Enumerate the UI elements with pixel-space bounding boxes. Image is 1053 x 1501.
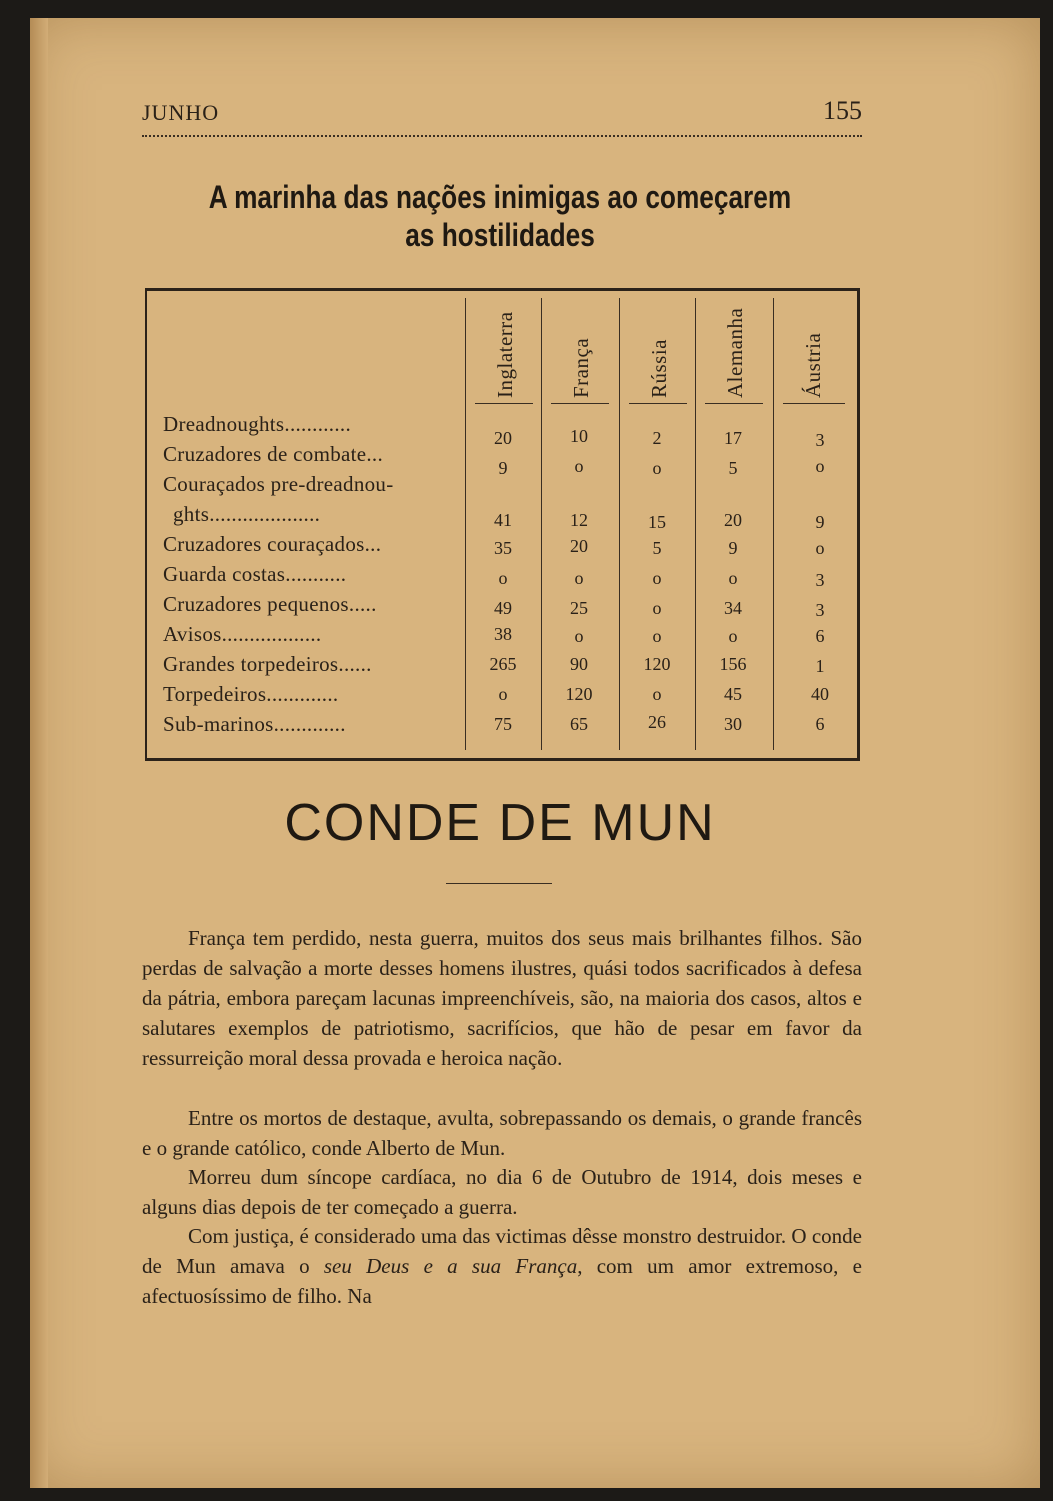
table-cell: 1 bbox=[815, 656, 825, 676]
paragraph-4-italic: seu Deus e a sua França bbox=[323, 1253, 578, 1278]
row-label: Couraçados pre-dreadnou- bbox=[163, 472, 394, 496]
table-cell: 12 bbox=[570, 510, 588, 530]
table-cell: o bbox=[728, 626, 738, 646]
paragraph-4-text-start: Com justiça, é considerado uma das victimas dêsse monstro destruidor. O conde de Mun amava o bbox=[142, 1224, 862, 1278]
row-label: Dreadnoughts............ bbox=[163, 412, 352, 436]
page-binding-edge bbox=[30, 18, 48, 1488]
paragraph-3 bbox=[142, 1163, 862, 1223]
column-divider bbox=[541, 298, 542, 750]
table-cell: o bbox=[574, 626, 584, 646]
header-underline bbox=[551, 403, 609, 404]
table-cell: 3 bbox=[815, 570, 825, 590]
table-cell: 41 bbox=[494, 510, 512, 530]
running-head bbox=[142, 96, 862, 134]
table-title bbox=[205, 178, 795, 254]
paragraph-3-text: Morreu dum síncope cardíaca, no dia 6 de Outubro de 1914, dois meses e alguns dias depois de ter começado a guerra. bbox=[142, 1165, 862, 1219]
paragraph-2 bbox=[142, 1104, 862, 1164]
row-label: Guarda costas........... bbox=[163, 562, 347, 586]
table-cell: 49 bbox=[494, 598, 512, 618]
table-cell: 26 bbox=[648, 712, 666, 732]
table-cell: 15 bbox=[648, 512, 666, 532]
column-divider bbox=[695, 298, 696, 750]
paragraph-4 bbox=[142, 1222, 862, 1312]
table-right-rule bbox=[857, 288, 860, 761]
table-cell: 90 bbox=[570, 654, 588, 674]
column-divider bbox=[465, 298, 466, 750]
table-cell: o bbox=[652, 568, 662, 588]
table-cell: 30 bbox=[724, 714, 742, 734]
table-cell: o bbox=[652, 684, 662, 704]
table-cell: 65 bbox=[570, 714, 588, 734]
table-cell: 17 bbox=[724, 428, 742, 448]
table-cell: 20 bbox=[570, 536, 588, 556]
table-cell: 5 bbox=[728, 458, 738, 478]
table-cell: o bbox=[498, 568, 508, 588]
row-label: Cruzadores pequenos..... bbox=[163, 592, 377, 616]
table-cell: o bbox=[728, 568, 738, 588]
table-cell: 38 bbox=[494, 624, 512, 644]
table-cell: 34 bbox=[724, 598, 742, 618]
paragraph-4-text-end: , com um amor extremoso, e afectuosíssimo de filho. Na bbox=[142, 1253, 862, 1308]
table-cell: 3 bbox=[815, 430, 825, 450]
paragraph-1-text: França tem perdido, nesta guerra, muitos dos seus mais brilhantes filhos. São perdas de salvação a morte desses homens ilustres, quási todos sacrificados à defesa da pátria, embora pareçam lacunas impreenchíveis, são, na maioria dos casos, altos e salutares exemplos de patriotismo, sacrifícios, que hão de pesar em favor da ressurreição moral dessa provada e heroica nação. bbox=[142, 926, 862, 1070]
table-cell: o bbox=[815, 538, 825, 558]
table-cell: o bbox=[652, 458, 662, 478]
fleet-table: Inglaterra França Rússia Alemanha Áustria Dreadnoughts............ Cruzadores de combate... Couraçados pre-dreadnou- ghts.................... Cruzadores couraçados... Guarda costas........... Cruzadores pequenos..... Avisos.................. Grandes torpedeiros...... Torpedeiros............. Sub-marinos............. 20 10 2 17 3 9 o o 5 o 41 12 15 20 9 35 20 5 9 o o o o o 3 49 25 o 34 3 38 o o o 6 265 90 120 156 1 o 120 o 45 40 75 65 26 30 6 bbox=[145, 288, 860, 764]
header-rule bbox=[142, 135, 862, 137]
row-label: Avisos.................. bbox=[163, 622, 322, 646]
header-underline bbox=[475, 403, 533, 404]
table-cell: 9 bbox=[728, 538, 738, 558]
table-cell: o bbox=[498, 684, 508, 704]
table-cell: 75 bbox=[494, 714, 512, 734]
table-cell: o bbox=[652, 626, 662, 646]
table-cell: 9 bbox=[498, 458, 508, 478]
table-cell: 265 bbox=[489, 654, 517, 674]
table-cell: 40 bbox=[811, 684, 829, 704]
table-cell: 10 bbox=[570, 426, 588, 446]
table-cell: 3 bbox=[815, 600, 825, 620]
table-cell: 2 bbox=[652, 428, 662, 448]
table-cell: 6 bbox=[815, 714, 825, 734]
article-title: CONDE DE MUN bbox=[284, 794, 716, 852]
table-cell: 20 bbox=[724, 510, 742, 530]
table-cell: 120 bbox=[643, 654, 671, 674]
header-underline bbox=[783, 403, 845, 404]
column-divider bbox=[773, 298, 774, 750]
page-number: 155 bbox=[823, 96, 862, 125]
running-title: JUNHO bbox=[142, 100, 220, 125]
header-underline bbox=[629, 403, 687, 404]
row-label: Cruzadores couraçados... bbox=[163, 532, 382, 556]
table-bottom-rule bbox=[145, 758, 860, 761]
title-rule bbox=[446, 883, 552, 884]
table-cell: 9 bbox=[815, 512, 825, 532]
row-label: Grandes torpedeiros...... bbox=[163, 652, 372, 676]
table-cell: 45 bbox=[724, 684, 742, 704]
table-cell: 35 bbox=[494, 538, 512, 558]
paragraph-2-text: Entre os mortos de destaque, avulta, sobrepassando os demais, o grande francês e o grande católico, conde Alberto de Mun. bbox=[142, 1106, 862, 1160]
table-cell: o bbox=[574, 456, 584, 476]
table-cell: 6 bbox=[815, 626, 825, 646]
table-cell: 5 bbox=[652, 538, 662, 558]
row-label: Torpedeiros............. bbox=[163, 682, 339, 706]
row-label: Sub-marinos............. bbox=[163, 712, 346, 736]
table-cell: o bbox=[815, 456, 825, 476]
table-top-rule bbox=[145, 288, 860, 291]
table-cell: o bbox=[574, 568, 584, 588]
row-label: Cruzadores de combate... bbox=[163, 442, 384, 466]
table-title-line-2: as hostilidades bbox=[405, 217, 595, 253]
table-title-line-1: A marinha das nações inimigas ao começarem bbox=[208, 179, 792, 215]
table-cell: 20 bbox=[494, 428, 512, 448]
row-label: ghts.................... bbox=[173, 502, 321, 526]
table-left-rule bbox=[145, 288, 147, 761]
table-cell: 120 bbox=[565, 684, 593, 704]
paragraph-1 bbox=[142, 924, 862, 1074]
table-cell: 25 bbox=[570, 598, 588, 618]
header-underline bbox=[705, 403, 763, 404]
table-cell: o bbox=[652, 598, 662, 618]
table-cell: 156 bbox=[719, 654, 747, 674]
column-divider bbox=[619, 298, 620, 750]
